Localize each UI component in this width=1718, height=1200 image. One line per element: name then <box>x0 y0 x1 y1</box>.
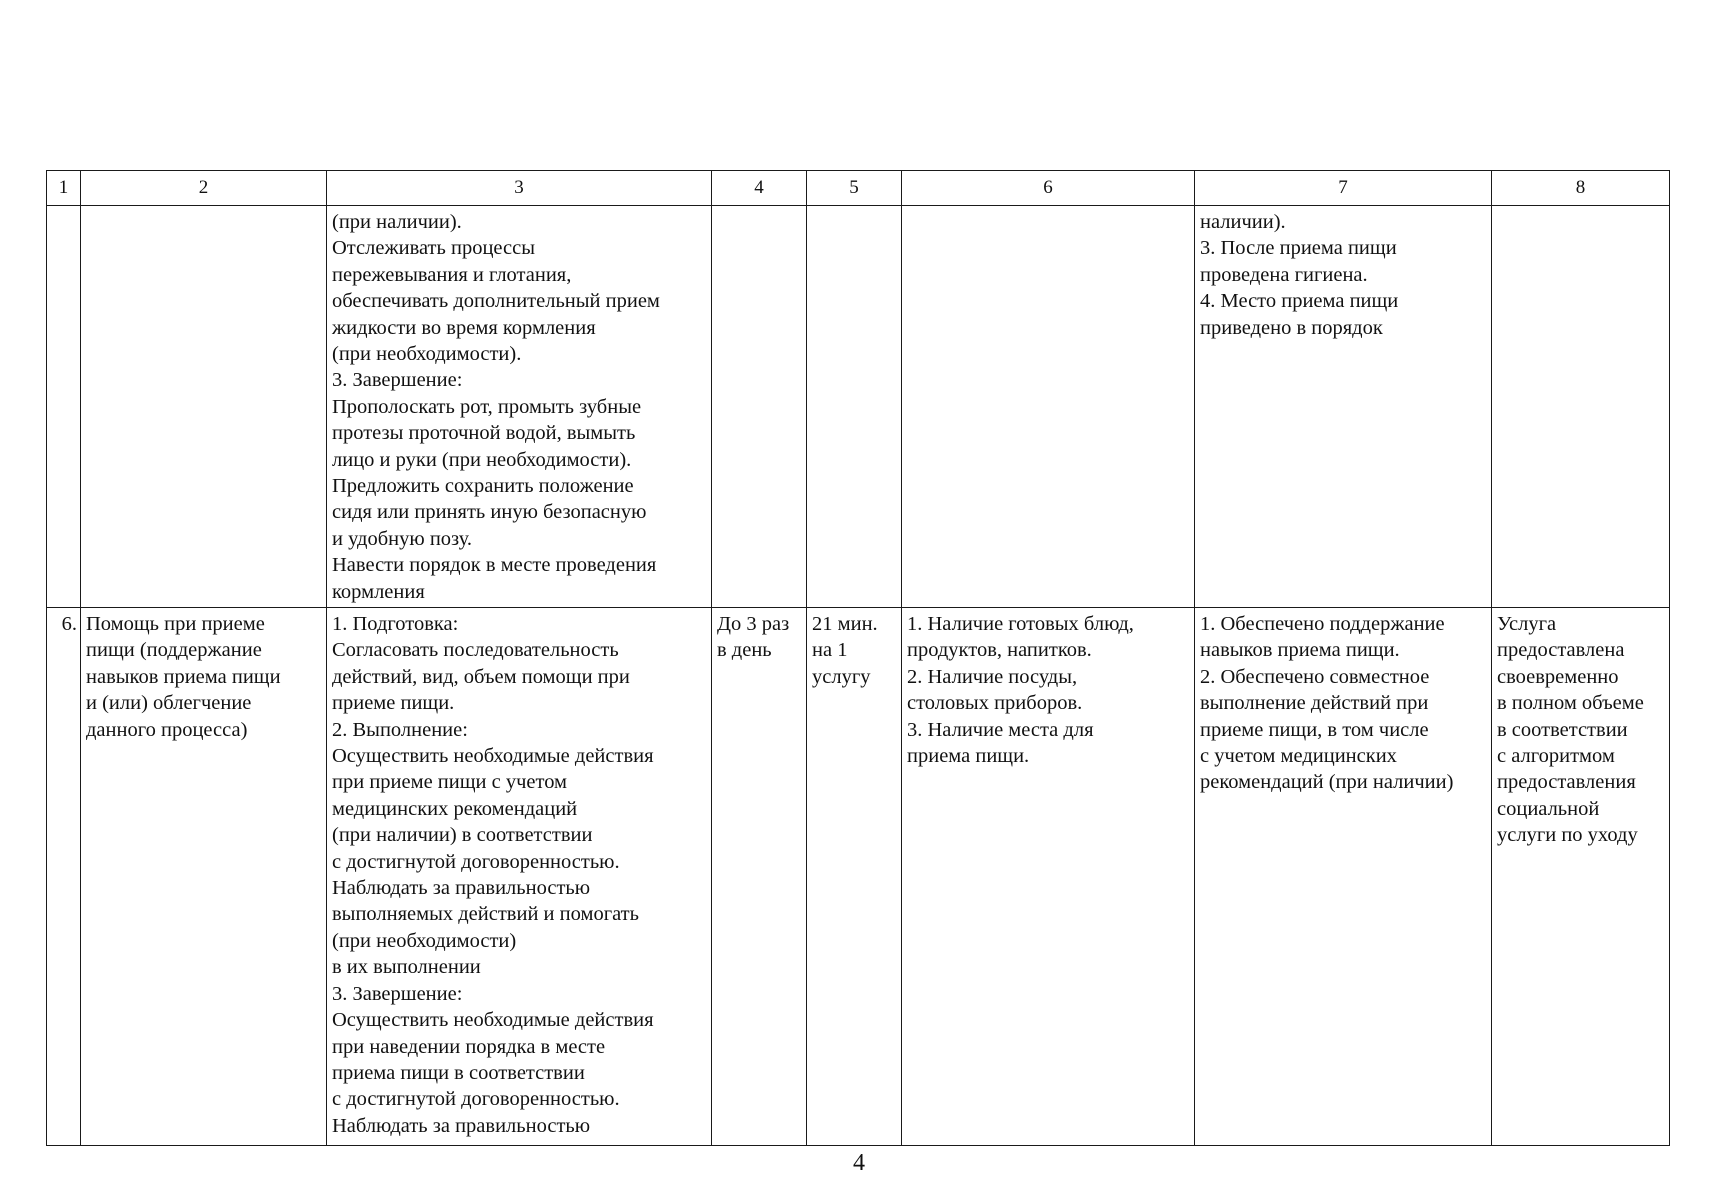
text-line: при приеме пищи с учетом <box>332 771 568 794</box>
text-line: медицинских рекомендаций <box>332 797 578 820</box>
text-line: (при наличии) в соответствии <box>332 824 593 847</box>
column-header-2: 2 <box>81 171 327 206</box>
text-line: Согласовать последовательность <box>332 639 619 662</box>
service-standard-table <box>46 170 1670 1146</box>
text-line: с достигнутой договоренностью. <box>332 850 620 873</box>
text-line: Предложить сохранить положение <box>332 475 634 498</box>
text-line: с достигнутой договоренностью. <box>332 1088 620 1111</box>
text-line: 2. Наличие посуды, <box>907 665 1078 688</box>
cont-cell-2 <box>81 206 327 608</box>
text-line: приема пищи в соответствии <box>332 1061 585 1084</box>
text-line: навыков приема пищи <box>86 665 281 688</box>
column-header-8: 8 <box>1492 171 1670 206</box>
text-line: с учетом медицинских <box>1200 745 1397 768</box>
text-line: пережевывания и глотания, <box>332 263 572 286</box>
column-number-row <box>47 171 1670 206</box>
text-line: услугу <box>812 665 871 688</box>
text-line: сидя или принять иную безопасную <box>332 501 647 524</box>
evaluation-cell <box>1492 608 1670 1146</box>
text-line: предоставлена <box>1497 639 1625 662</box>
column-header-4: 4 <box>712 171 807 206</box>
text-line: жидкости во время кормления <box>332 316 596 339</box>
text-line: 1. Наличие готовых блюд, <box>907 613 1134 635</box>
text-line: на 1 <box>812 639 848 662</box>
text-line: 21 мин. <box>812 613 878 635</box>
text-line: приеме пищи, в том числе <box>1200 718 1429 741</box>
text-line: приведено в порядок <box>1200 316 1383 339</box>
text-line: рекомендаций (при наличии) <box>1200 771 1454 794</box>
text-line: продуктов, напитков. <box>907 639 1092 662</box>
text-line: 3. Завершение: <box>332 369 463 392</box>
cont-cell-4 <box>712 206 807 608</box>
cont-cell-6 <box>902 206 1195 608</box>
text-line: действий, вид, объем помощи при <box>332 665 630 688</box>
text-line: 4. Место приема пищи <box>1200 290 1399 313</box>
text-line: при наведении порядка в месте <box>332 1035 606 1058</box>
duration-cell <box>807 608 902 1146</box>
text-line: Прополоскать рот, промыть зубные <box>332 395 642 418</box>
cont-cell-1 <box>47 206 81 608</box>
text-line: 3. После приема пищи <box>1200 237 1397 260</box>
text-line: в полном объеме <box>1497 692 1644 715</box>
text-line: Помощь при приеме <box>86 613 265 635</box>
text-line: навыков приема пищи. <box>1200 639 1400 662</box>
text-line: социальной <box>1497 797 1600 820</box>
column-header-5: 5 <box>807 171 902 206</box>
text-line: 1. Подготовка: <box>332 613 459 635</box>
text-line: пищи (поддержание <box>86 639 262 662</box>
text-line: приема пищи. <box>907 745 1030 768</box>
column-header-1: 1 <box>47 171 81 206</box>
text-line: 2. Выполнение: <box>332 718 468 741</box>
text-line: данного процесса) <box>86 718 248 741</box>
row-number: 6. <box>47 608 81 1146</box>
text-line: протезы проточной водой, вымыть <box>332 422 636 445</box>
text-line: 3. Завершение: <box>332 982 463 1005</box>
text-line: наличии). <box>1200 211 1286 233</box>
text-line: Осуществить необходимые действия <box>332 745 654 768</box>
text-line: Отслеживать процессы <box>332 237 536 260</box>
column-header-3: 3 <box>327 171 712 206</box>
text-line: обеспечивать дополнительный прием <box>332 290 660 313</box>
text-line: в их выполнении <box>332 956 481 979</box>
text-line: с алгоритмом <box>1497 745 1615 768</box>
column-header-7: 7 <box>1195 171 1492 206</box>
cont-cell-results <box>1195 206 1492 608</box>
text-line: 3. Наличие места для <box>907 718 1094 741</box>
frequency-cell <box>712 608 807 1146</box>
table-row-6 <box>47 608 1670 1146</box>
cont-cell-8 <box>1492 206 1670 608</box>
text-line: (при необходимости) <box>332 929 517 952</box>
text-line: Наблюдать за правильностью <box>332 877 591 900</box>
column-header-6: 6 <box>902 171 1195 206</box>
text-line: До 3 раз <box>717 613 790 635</box>
service-name-cell <box>81 608 327 1146</box>
text-line: Осуществить необходимые действия <box>332 1009 654 1032</box>
text-line: (при необходимости). <box>332 343 522 366</box>
procedure-cell <box>327 608 712 1146</box>
text-line: услуги по уходу <box>1497 824 1638 847</box>
text-line: Услуга <box>1497 613 1557 635</box>
text-line: выполняемых действий и помогать <box>332 903 639 926</box>
text-line: и удобную позу. <box>332 527 473 550</box>
conditions-cell <box>902 608 1195 1146</box>
text-line: 2. Обеспечено совместное <box>1200 665 1430 688</box>
text-line: Навести порядок в месте проведения <box>332 554 657 577</box>
results-cell <box>1195 608 1492 1146</box>
text-line: предоставления <box>1497 771 1636 794</box>
text-line: 1. Обеспечено поддержание <box>1200 613 1445 635</box>
text-line: кормления <box>332 580 425 603</box>
text-line: проведена гигиена. <box>1200 263 1368 286</box>
text-line: столовых приборов. <box>907 692 1083 715</box>
text-line: выполнение действий при <box>1200 692 1429 715</box>
text-line: (при наличии). <box>332 211 462 233</box>
text-line: в соответствии <box>1497 718 1628 741</box>
text-line: Наблюдать за правильностью <box>332 1114 591 1137</box>
text-line: в день <box>717 639 772 662</box>
text-line: своевременно <box>1497 665 1619 688</box>
cont-cell-5 <box>807 206 902 608</box>
continuation-row <box>47 206 1670 608</box>
text-line: и (или) облегчение <box>86 692 252 715</box>
page-number: 4 <box>853 1150 865 1176</box>
text-line: лицо и руки (при необходимости). <box>332 448 632 471</box>
cont-cell-procedure <box>327 206 712 608</box>
text-line: приеме пищи. <box>332 692 455 715</box>
